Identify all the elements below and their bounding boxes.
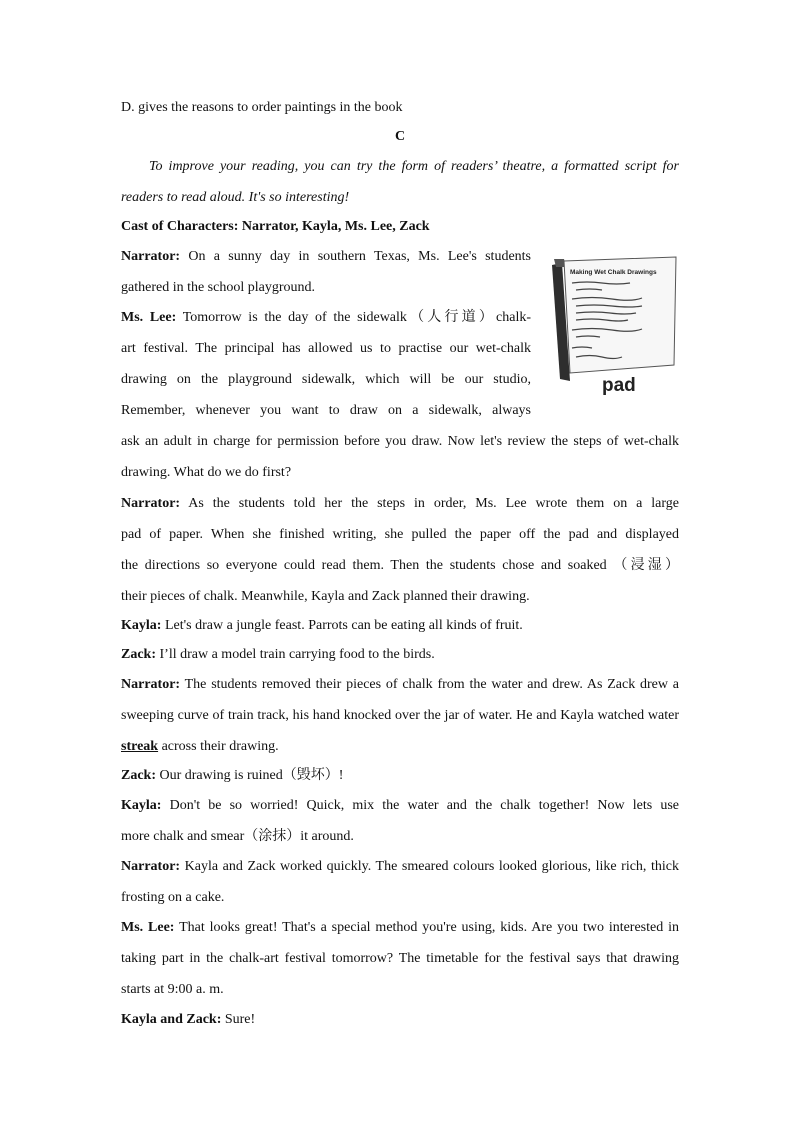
speaker-label: Zack: [121, 768, 156, 783]
kayla-2-line-2: more chalk and smear（涂抹）it around. [121, 829, 354, 844]
zack-2: Zack: Our drawing is ruined（毁坏）! [121, 768, 344, 783]
speaker-label: Kayla: [121, 798, 162, 813]
option-d: D. gives the reasons to order paintings in the book [121, 100, 403, 115]
narrator-1-line-1: Narrator: On a sunny day in southern Texas, Ms. Lee's students [121, 249, 531, 264]
lee-2-line-3: starts at 9:00 a. m. [121, 982, 224, 997]
lee-1-line-4: Remember, whenever you want to draw on a sidewalk, always [121, 403, 531, 418]
speaker-label: Kayla and Zack: [121, 1012, 222, 1027]
lee-1-line-5: ask an adult in charge for permission before you draw. Now let's review the steps of wet-chalk [121, 434, 679, 449]
speaker-label: Narrator: [121, 859, 181, 874]
speaker-label: Kayla: [121, 618, 162, 633]
lee-1-line-3: drawing on the playground sidewalk, which will be our studio, [121, 372, 531, 387]
zack-1: Zack: I’ll draw a model train carrying food to the birds. [121, 647, 435, 662]
narrator-4-line-1: Narrator: Kayla and Zack worked quickly. The smeared colours looked glorious, like rich, thick [121, 859, 680, 874]
speaker-label: Ms. Lee: [121, 920, 175, 935]
pad-caption: pad [602, 375, 636, 396]
cast-line: Cast of Characters: Narrator, Kayla, Ms. Lee, Zack [121, 219, 430, 234]
narrator-2-line-2: pad of paper. When she finished writing, she pulled the paper off the pad and displayed [121, 527, 679, 542]
narrator-3-line-2: sweeping curve of train track, his hand knocked over the jar of water. He and Kayla watched water [121, 708, 679, 723]
kayla-2-line-1: Kayla: Don't be so worried! Quick, mix the water and the chalk together! Now lets use [121, 798, 680, 813]
kayla-1: Kayla: Let's draw a jungle feast. Parrots can be eating all kinds of fruit. [121, 618, 523, 633]
speaker-label: Narrator: [121, 249, 181, 264]
lee-1-line-2: art festival. The principal has allowed us to practise our wet-chalk [121, 341, 531, 356]
speaker-label: Zack: [121, 647, 156, 662]
speaker-label: Narrator: [121, 677, 181, 692]
intro-line-2: readers to read aloud. It's so interesting! [121, 190, 350, 205]
pad-heading: Making Wet Chalk Drawings [570, 269, 657, 276]
narrator-2-line-4: their pieces of chalk. Meanwhile, Kayla and Zack planned their drawing. [121, 589, 530, 604]
lee-1-line-6: drawing. What do we do first? [121, 465, 292, 480]
narrator-2-line-1: Narrator: As the students told her the steps in order, Ms. Lee wrote them on a large [121, 496, 679, 511]
narrator-2-line-3: the directions so everyone could read them. Then the students chose and soaked （浸湿） [121, 558, 679, 573]
narrator-3-line-3: streak across their drawing. [121, 739, 279, 754]
section-letter: C [394, 129, 406, 144]
narrator-4-line-2: frosting on a cake. [121, 890, 225, 905]
lee-1-line-1: Ms. Lee: Tomorrow is the day of the sidewalk（人行道）chalk- [121, 310, 531, 325]
lee-2-line-2: taking part in the chalk-art festival tomorrow? The timetable for the festival says that drawing [121, 951, 679, 966]
both-line: Kayla and Zack: Sure! [121, 1012, 256, 1027]
lee-2-line-1: Ms. Lee: That looks great! That's a special method you're using, kids. Are you two interested in [121, 920, 679, 935]
speaker-label: Narrator: [121, 496, 181, 511]
streak-word: streak [121, 739, 159, 754]
intro-line-1: To improve your reading, you can try the form of readers’ theatre, a formatted script for [149, 159, 679, 174]
speaker-label: Ms. Lee: [121, 310, 177, 325]
narrator-1-line-2: gathered in the school playground. [121, 280, 316, 295]
narrator-3-line-1: Narrator: The students removed their pieces of chalk from the water and drew. As Zack drew a [121, 677, 679, 692]
